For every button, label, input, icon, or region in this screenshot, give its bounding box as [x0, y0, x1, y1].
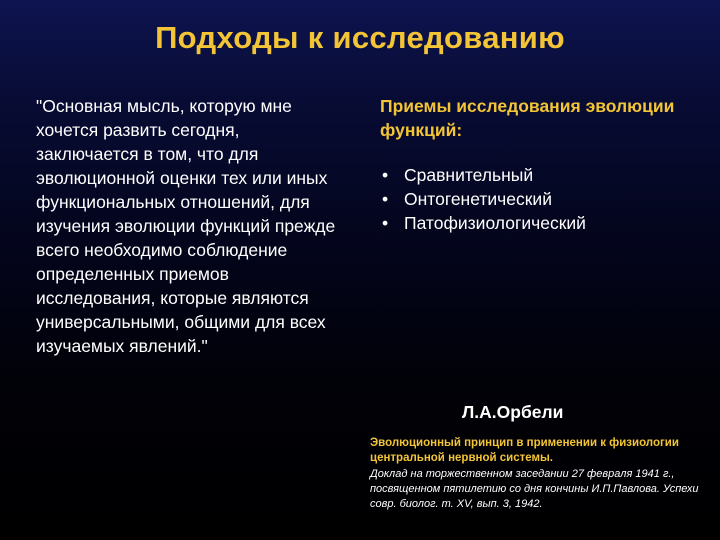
bullet-icon: • [382, 165, 389, 185]
bullet-icon: • [382, 213, 389, 233]
method-pathophysiological: Патофизиологический [404, 213, 586, 233]
methods-heading: Приемы исследования эволюции функций: [380, 96, 675, 140]
orbeli-quote: "Основная мысль, которую мне хочется развить сегодня, заключается в том, что для эволюционной оценки тех или иных функциональных отношений, для изучения эволюции функций прежде всего необходимо соблюдение определенных приемов исследования, которые являются универсальными, общими для всех изучаемых явлений." [36, 96, 336, 356]
method-comparative: Сравнительный [404, 165, 534, 185]
author-name: Л.А.Орбели [462, 402, 564, 422]
bullet-icon: • [382, 189, 389, 209]
methods-list [380, 163, 586, 235]
reference-source: Доклад на торжественном заседании 27 февраля 1941 г., посвященном пятилетию со дня кончины И.П.Павлова. Успехи совр. биолог. т. XV, вып. 3, 1942. [370, 468, 699, 510]
list-item [380, 163, 586, 187]
slide-title: Подходы к исследованию [155, 20, 565, 55]
reference-title: Эволюционный принцип в применении к физиологии центральной нервной системы. [370, 437, 679, 464]
method-ontogenetic: Онтогенетический [404, 189, 552, 209]
list-item [380, 211, 586, 235]
list-item [380, 187, 586, 211]
